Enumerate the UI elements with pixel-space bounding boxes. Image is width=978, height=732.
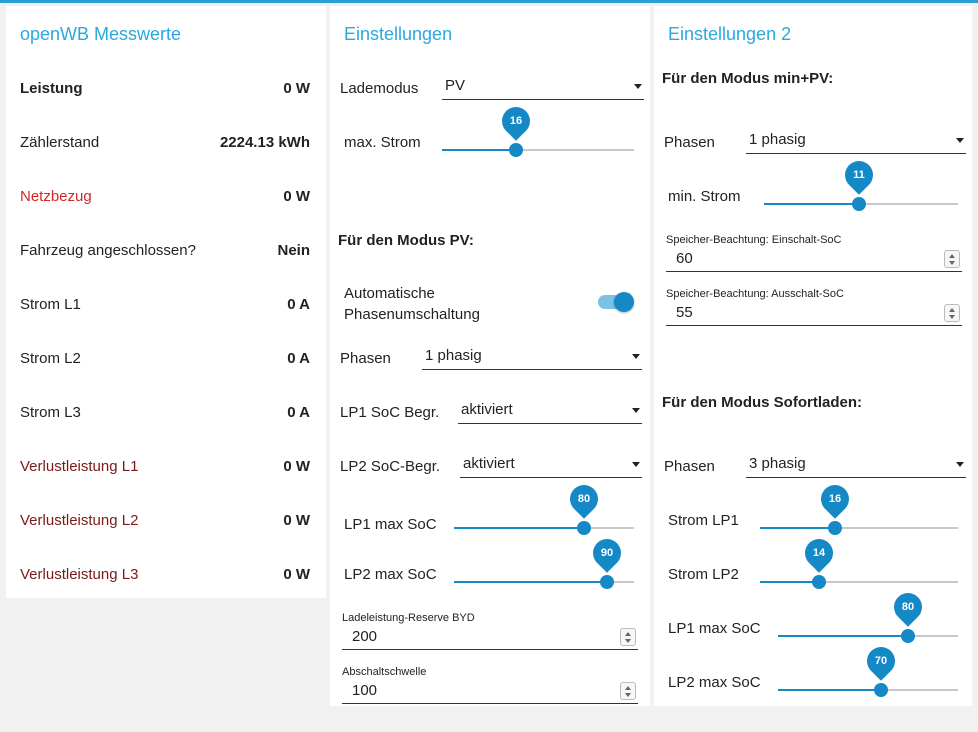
minpv-section-heading: Für den Modus min+PV: — [662, 70, 834, 87]
chevron-down-icon — [634, 84, 642, 89]
sofort-section-heading: Für den Modus Sofortladen: — [662, 394, 862, 411]
maxstrom-value: 16 — [509, 115, 523, 127]
slider-value-pin — [839, 155, 879, 195]
zaehlerstand-value: 2224.13 kWh — [219, 134, 310, 151]
slider-value-pin — [815, 479, 855, 519]
minstrom-slider[interactable] — [764, 169, 958, 215]
einschalt-soc-label: Speicher-Beachtung: Einschalt-SoC — [666, 234, 842, 246]
strom-lp1-value: 16 — [829, 493, 842, 505]
strom-l3-value: 0 A — [287, 404, 310, 421]
lp1-soc-begr-label: LP1 SoC Begr. — [340, 404, 440, 421]
netzbezug-value: 0 W — [283, 188, 310, 205]
minpv-phasen-label: Phasen — [664, 134, 715, 151]
minstrom-label: min. Strom — [668, 188, 741, 205]
slider-thumb[interactable] — [509, 143, 523, 157]
phasen-value: 1 phasig — [425, 347, 482, 364]
lp2-max-soc-value: 90 — [600, 547, 614, 559]
leistung-value: 0 W — [283, 80, 310, 97]
slider-fill — [778, 635, 908, 637]
einschalt-soc-field[interactable] — [666, 234, 962, 272]
verlust-l1-value: 0 W — [283, 458, 310, 475]
slider-value-pin — [861, 641, 901, 681]
slider-value-pin — [496, 101, 536, 141]
verlust-l1-label: Verlustleistung L1 — [20, 458, 139, 475]
fahrzeug-label: Fahrzeug angeschlossen? — [20, 242, 196, 259]
slider-fill — [764, 203, 859, 205]
lp1-soc-begr-value: aktiviert — [461, 401, 513, 418]
lp2-max-soc-2-label: LP2 max SoC — [668, 674, 761, 691]
abschaltschwelle-field[interactable] — [342, 666, 638, 704]
spinner-icon[interactable] — [944, 250, 960, 268]
slider-fill — [442, 149, 516, 151]
slider-thumb[interactable] — [874, 683, 888, 697]
lp1-max-soc-2-slider[interactable] — [778, 601, 958, 647]
strom-l2-label: Strom L2 — [20, 350, 81, 367]
toggle-knob — [614, 292, 634, 312]
lp1-max-soc-2-label: LP1 max SoC — [668, 620, 761, 637]
slider-thumb[interactable] — [852, 197, 866, 211]
lademodus-value: PV — [445, 77, 466, 94]
verlust-l2-value: 0 W — [283, 512, 310, 529]
slider-fill — [454, 581, 607, 583]
chevron-down-icon — [632, 408, 640, 413]
slider-thumb[interactable] — [901, 629, 915, 643]
reserve-byd-value: 200 — [352, 628, 378, 645]
slider-fill — [454, 527, 584, 529]
lp2-soc-begr-label: LP2 SoC-Begr. — [340, 458, 441, 475]
chevron-down-icon — [956, 462, 964, 467]
minstrom-value: 11 — [853, 169, 865, 181]
strom-l1-value: 0 A — [287, 296, 310, 313]
auto-phase-label-1: Automatische — [344, 285, 435, 302]
pv-section-heading: Für den Modus PV: — [338, 232, 474, 249]
sofort-phasen-label: Phasen — [664, 458, 715, 475]
lp2-soc-begr-select[interactable] — [460, 454, 642, 478]
slider-fill — [760, 581, 819, 583]
strom-lp2-value: 14 — [813, 547, 826, 559]
ausschalt-soc-label: Speicher-Beachtung: Ausschalt-SoC — [666, 288, 844, 300]
fahrzeug-value: Nein — [277, 242, 310, 259]
spinner-icon[interactable] — [944, 304, 960, 322]
auto-phase-toggle[interactable] — [598, 292, 634, 312]
verlust-l3-label: Verlustleistung L3 — [20, 566, 139, 583]
abschaltschwelle-label: Abschaltschwelle — [342, 666, 427, 678]
ausschalt-soc-field[interactable] — [666, 288, 962, 326]
strom-lp2-label: Strom LP2 — [668, 566, 739, 583]
minpv-phasen-value: 1 phasig — [749, 131, 806, 148]
sofort-phasen-select[interactable] — [746, 454, 966, 478]
chevron-down-icon — [632, 354, 640, 359]
spinner-icon[interactable] — [620, 682, 636, 700]
maxstrom-slider[interactable] — [442, 115, 634, 161]
strom-l1-label: Strom L1 — [20, 296, 81, 313]
lp1-max-soc-label: LP1 max SoC — [344, 516, 437, 533]
minpv-phasen-select[interactable] — [746, 130, 966, 154]
netzbezug-label: Netzbezug — [20, 188, 92, 205]
lp2-max-soc-2-value: 70 — [874, 655, 887, 667]
lp2-soc-begr-value: aktiviert — [463, 455, 515, 472]
leistung-label: Leistung — [20, 80, 83, 97]
lp1-soc-begr-select[interactable] — [458, 400, 642, 424]
lademodus-label: Lademodus — [340, 80, 419, 97]
ausschalt-soc-value: 55 — [676, 304, 693, 321]
slider-value-pin — [888, 587, 928, 627]
slider-value-pin — [564, 479, 604, 519]
spinner-icon[interactable] — [620, 628, 636, 646]
slider-thumb[interactable] — [828, 521, 842, 535]
strom-l2-value: 0 A — [287, 350, 310, 367]
slider-thumb[interactable] — [600, 575, 614, 589]
abschaltschwelle-value: 100 — [352, 682, 378, 699]
zaehlerstand-label: Zählerstand — [20, 134, 100, 151]
strom-lp1-label: Strom LP1 — [668, 512, 739, 529]
einstellungen-card — [330, 6, 650, 706]
lp1-max-soc-2-value: 80 — [901, 601, 914, 613]
phasen-label: Phasen — [340, 350, 391, 367]
maxstrom-label: max. Strom — [344, 134, 421, 151]
top-accent-line — [0, 0, 978, 3]
lp2-max-soc-2-slider[interactable] — [778, 655, 958, 701]
verlust-l2-label: Verlustleistung L2 — [20, 512, 139, 529]
lp2-max-soc-slider[interactable] — [454, 547, 634, 593]
chevron-down-icon — [956, 138, 964, 143]
strom-lp1-slider[interactable] — [760, 493, 958, 539]
slider-thumb[interactable] — [812, 575, 826, 589]
einstellungen-title: Einstellungen — [344, 24, 453, 44]
phasen-select[interactable] — [422, 346, 642, 370]
verlust-l3-value: 0 W — [283, 566, 310, 583]
slider-value-pin — [587, 533, 627, 573]
slider-value-pin — [800, 533, 840, 573]
reserve-byd-label: Ladeleistung-Reserve BYD — [342, 612, 475, 624]
einstellungen2-title: Einstellungen 2 — [668, 24, 792, 44]
einschalt-soc-value: 60 — [676, 250, 693, 267]
lp1-max-soc-value: 80 — [577, 493, 590, 505]
strom-l3-label: Strom L3 — [20, 404, 81, 421]
messwerte-card — [6, 6, 326, 598]
lp1-max-soc-slider[interactable] — [454, 493, 634, 539]
slider-fill — [760, 527, 835, 529]
lademodus-select[interactable] — [442, 76, 644, 100]
lp2-max-soc-label: LP2 max SoC — [344, 566, 437, 583]
reserve-byd-field[interactable] — [342, 612, 638, 650]
chevron-down-icon — [632, 462, 640, 467]
auto-phase-label-2: Phasenumschaltung — [344, 306, 480, 323]
strom-lp2-slider[interactable] — [760, 547, 958, 593]
slider-thumb[interactable] — [577, 521, 591, 535]
sofort-phasen-value: 3 phasig — [749, 455, 806, 472]
messwerte-title: openWB Messwerte — [20, 24, 182, 44]
einstellungen2-card — [654, 6, 972, 706]
slider-fill — [778, 689, 881, 691]
